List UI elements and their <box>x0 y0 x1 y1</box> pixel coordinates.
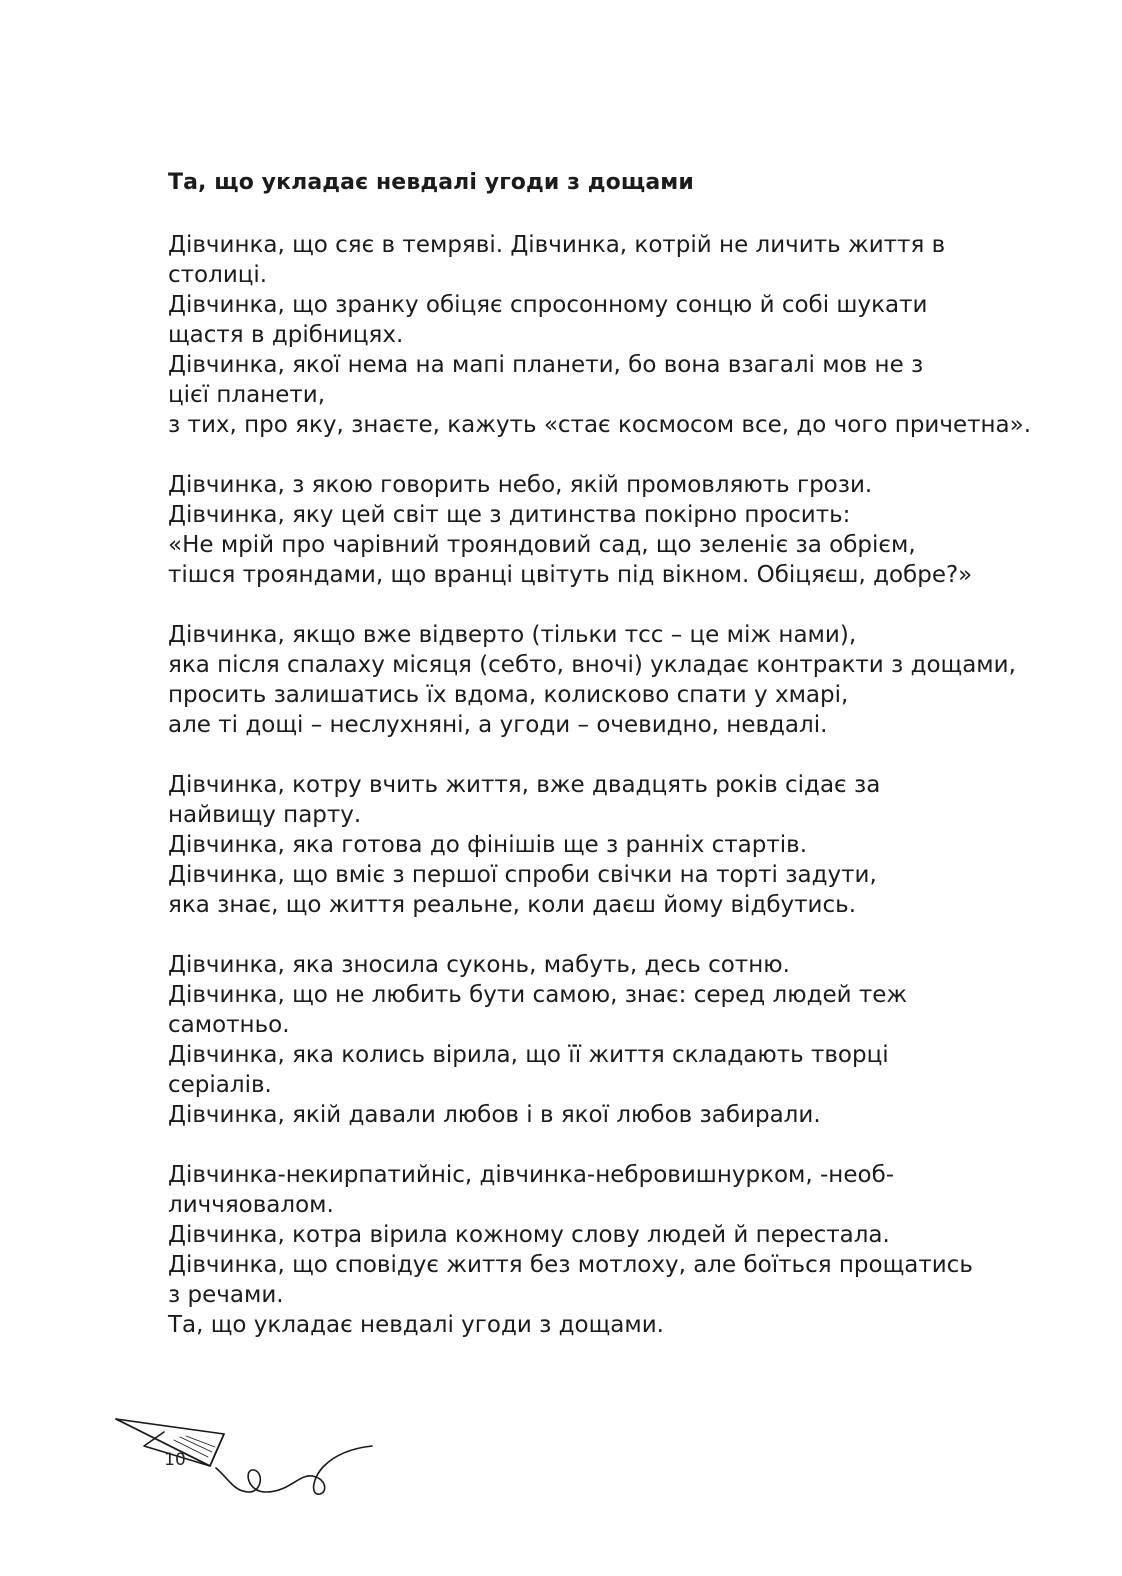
poem-line: Дівчинка, яка колись вірила, що її життя складають творці <box>168 1042 889 1068</box>
poem-line: яка після спалаху місяця (себто, вночі) укладає контракти з дощами, <box>168 652 1016 678</box>
poem-line: яка знає, що життя реальне, коли даєш йому відбутись. <box>168 892 857 918</box>
poem-line: «Не мрій про чарівний трояндовий сад, що зеленіє за обрієм, <box>168 532 916 558</box>
poem-line: Дівчинка, яку цей світ ще з дитинства покірно просить: <box>168 502 851 528</box>
page-title: Та, що укладає невдалі угоди з дощами <box>168 170 694 195</box>
poem-line: Дівчинка, якщо вже відверто (тільки тсс – це між нами), <box>168 622 857 648</box>
poem-line: цієї планети, <box>168 382 326 408</box>
poem-line: личчяовалом. <box>168 1192 334 1218</box>
stanza <box>168 470 1048 590</box>
poem-line: Дівчинка, що сяє в темряві. Дівчинка, котрій не личить життя в <box>168 232 946 258</box>
poem-line: тішся трояндами, що вранці цвітуть під вікном. Обіцяєш, добре?» <box>168 562 973 588</box>
poem-line: з речами. <box>168 1282 284 1308</box>
stanza <box>168 230 1048 440</box>
poem-line: з тих, про яку, знаєте, кажуть «стає космосом все, до чого причетна». <box>168 412 1032 438</box>
poem-line: Дівчинка-некирпатийніс, дівчинка-небровишнурком, -необ- <box>168 1162 895 1188</box>
poem-line: Дівчинка, з якою говорить небо, якій промовляють грози. <box>168 472 873 498</box>
stanza <box>168 770 1048 920</box>
poem-line: Дівчинка, якій давали любов і в якої любов забирали. <box>168 1102 821 1128</box>
poem-line: Дівчинка, що не любить бути самою, знає: серед людей теж <box>168 982 908 1008</box>
poem-line: Та, що укладає невдалі угоди з дощами. <box>168 1312 664 1338</box>
poem-line: щастя в дрібницях. <box>168 322 404 348</box>
stanza <box>168 1160 1048 1340</box>
poem-line: Дівчинка, що сповідує життя без мотлоху, але боїться прощатись <box>168 1252 973 1278</box>
page-number: 10 <box>164 1450 186 1470</box>
poem-line: Дівчинка, що вміє з першої спроби свічки на торті задути, <box>168 862 877 888</box>
poem-line: Дівчинка, котру вчить життя, вже двадцять років сідає за <box>168 772 881 798</box>
poem-line: Дівчинка, котра вірила кожному слову людей й перестала. <box>168 1222 890 1248</box>
poem-line: Дівчинка, якої нема на мапі планети, бо вона взагалі мов не з <box>168 352 924 378</box>
poem-line: Дівчинка, що зранку обіцяє спросонному сонцю й собі шукати <box>168 292 928 318</box>
stanza <box>168 950 1048 1130</box>
poem-line: самотньо. <box>168 1012 290 1038</box>
poem-line: серіалів. <box>168 1072 272 1098</box>
poem-body <box>168 230 1048 1340</box>
poem-line: просить залишатись їх вдома, колисково спати у хмарі, <box>168 682 849 708</box>
poem-line: столиці. <box>168 262 268 288</box>
poem-line: Дівчинка, яка готова до фінішів ще з ранніх стартів. <box>168 832 808 858</box>
poem-line: найвищу парту. <box>168 802 362 828</box>
stanza <box>168 620 1048 740</box>
poem-line: але ті дощі – неслухняні, а угоди – очевидно, невдалі. <box>168 712 828 738</box>
poem-line: Дівчинка, яка зносила суконь, мабуть, десь сотню. <box>168 952 790 978</box>
paper-plane-icon <box>114 1412 376 1504</box>
